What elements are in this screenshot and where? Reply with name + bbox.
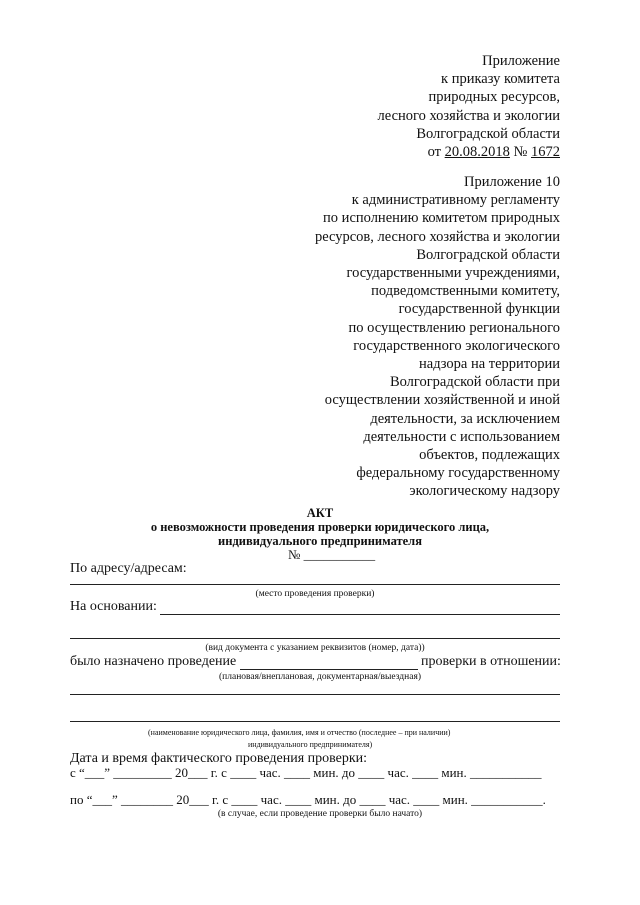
entity-field-line-2[interactable] — [70, 721, 560, 722]
regulation-line: деятельности с использованием — [363, 428, 560, 445]
regulation-line: к административному регламенту — [351, 192, 560, 209]
order-prefix: от — [427, 144, 442, 161]
regulation-line: государственного экологического — [353, 337, 560, 354]
appendix-header — [378, 52, 560, 161]
act-subtitle: о невозможности проведения проверки юридического лица, — [150, 520, 490, 534]
datetime-to-line[interactable]: по “___” ________ 20___ г. с ____ час. ____ мин. до ____ час. ____ мин. ___________. — [70, 792, 546, 807]
act-title: АКТ — [306, 506, 334, 520]
regulation-line: надзора на территории — [419, 356, 560, 373]
entity-field-line[interactable] — [70, 694, 560, 695]
regulation-line: государственными учреждениями, — [346, 265, 560, 282]
appendix-line: Приложение — [482, 53, 560, 69]
address-field-line[interactable] — [70, 584, 560, 585]
datetime-label: Дата и время фактического проведения проверки: — [70, 751, 368, 766]
basis-field-line[interactable] — [160, 614, 560, 615]
regulation-header — [315, 173, 560, 501]
basis-hint: (вид документа с указанием реквизитов (номер, дата)) — [205, 643, 425, 653]
appendix-line: природных ресурсов, — [428, 89, 560, 106]
inspection-type-field-line[interactable] — [240, 669, 418, 670]
act-subtitle: индивидуального предпринимателя — [218, 534, 422, 548]
basis-label: На основании: — [70, 599, 157, 614]
regulation-line: государственной функции — [398, 301, 560, 318]
appendix-line: к приказу комитета — [441, 71, 560, 88]
regulation-line: ресурсов, лесного хозяйства и экологии — [314, 228, 560, 245]
entity-hint: (наименование юридического лица, фамилия, имя и отчество (последнее – при наличии) — [148, 728, 451, 737]
appendix-line: лесного хозяйства и экологии — [377, 107, 560, 124]
regulation-line: Приложение 10 — [464, 174, 560, 190]
regulation-line: деятельности, за исключением — [370, 410, 560, 427]
act-number: № ___________ — [288, 547, 376, 562]
regulation-line: федеральному государственному — [356, 465, 560, 482]
order-number: 1672 — [531, 144, 560, 161]
inspection-type-hint: (плановая/внеплановая, документарная/выездная) — [219, 672, 421, 682]
basis-field-line-2[interactable] — [70, 638, 560, 639]
order-reference — [378, 143, 560, 161]
scheduled-label: было назначено проведение — [70, 654, 237, 669]
regulation-line: Волгоградской области при — [389, 374, 560, 391]
inspection-label: проверки в отношении: — [421, 654, 561, 669]
address-hint: (место проведения проверки) — [255, 589, 375, 599]
entity-hint: индивидуального предпринимателя) — [248, 740, 373, 749]
address-label: По адресу/адресам: — [70, 561, 187, 576]
appendix-line: Волгоградской области — [416, 125, 560, 142]
regulation-line: по исполнению комитетом природных — [323, 210, 560, 227]
regulation-line: объектов, подлежащих — [419, 447, 560, 464]
regulation-line: по осуществлению регионального — [348, 319, 560, 336]
regulation-line: осуществлении хозяйственной и иной — [324, 392, 560, 409]
regulation-line: подведомственными комитету, — [371, 283, 560, 300]
order-no-sign: № — [513, 144, 528, 161]
datetime-from-line[interactable]: с “___” _________ 20___ г. с ____ час. ____ мин. до ____ час. ____ мин. ___________ — [70, 765, 542, 780]
started-hint: (в случае, если проведение проверки было начато) — [217, 809, 423, 819]
regulation-line: Волгоградской области — [416, 246, 560, 263]
order-date: 20.08.2018 — [444, 144, 510, 161]
regulation-line: экологическому надзору — [409, 483, 560, 500]
